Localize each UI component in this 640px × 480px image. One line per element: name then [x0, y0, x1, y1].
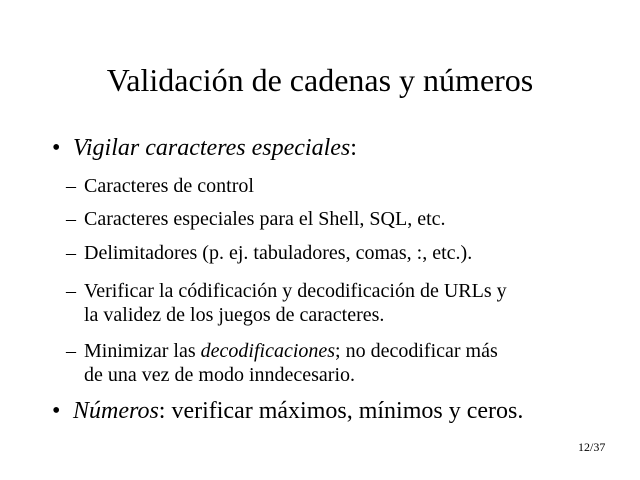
bullet-dot-icon: •	[52, 398, 61, 424]
bullet-emphasis: Números	[73, 398, 159, 424]
subitem-line2: la validez de los juegos de caracteres.	[84, 304, 385, 326]
subitem-text: Delimitadores (p. ej. tabuladores, comas, :, etc.).	[84, 242, 473, 264]
bullet-emphasis: Vigilar caracteres especiales	[73, 135, 351, 161]
dash-icon: –	[66, 280, 76, 302]
dash-icon: –	[66, 208, 76, 230]
subitem-verificar	[66, 279, 604, 327]
subitem-emphasis: decodificaciones	[200, 340, 336, 362]
subitem-text: Caracteres de control	[84, 175, 254, 197]
dash-icon: –	[66, 175, 76, 197]
dash-icon: –	[66, 242, 76, 264]
subitem-especiales	[66, 207, 604, 231]
bullet-text: : verificar máximos, mínimos y ceros.	[158, 398, 524, 424]
subitem-minimizar	[66, 339, 604, 387]
bullet-vigilar	[52, 134, 357, 162]
subitem-delimitadores	[66, 241, 604, 265]
page-number: 12/37	[578, 440, 606, 454]
subitem-post: ; no decodificar más	[335, 340, 498, 362]
subitem-text: Caracteres especiales para el Shell, SQL, etc.	[84, 208, 446, 230]
slide-title: Validación de cadenas y números	[106, 62, 534, 98]
subitem-line1: Verificar la códificación y decodificación de URLs y	[84, 280, 507, 302]
dash-icon: –	[66, 340, 76, 362]
subitem-line2: de una vez de modo inndecesario.	[84, 364, 356, 386]
subitem-control	[66, 174, 604, 198]
bullet-text: :	[350, 135, 357, 161]
subitem-pre: Minimizar las	[84, 340, 201, 362]
bullet-dot-icon: •	[52, 135, 61, 161]
bullet-numeros	[52, 397, 524, 425]
